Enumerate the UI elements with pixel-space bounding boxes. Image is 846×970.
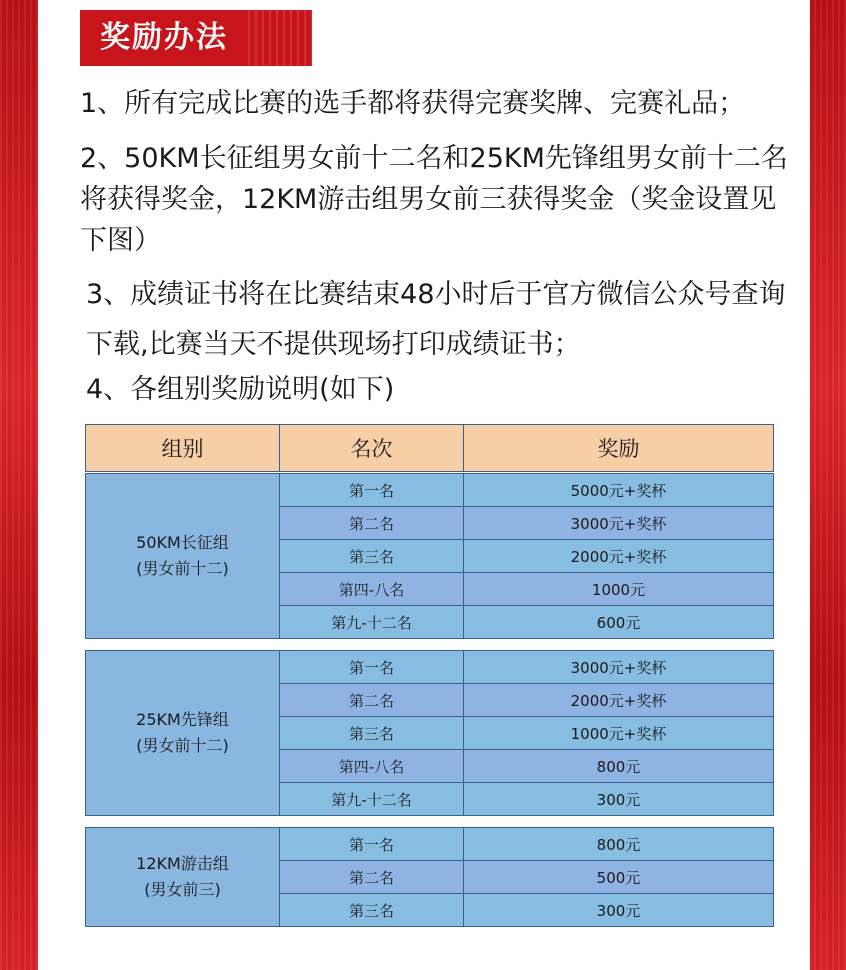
reward-cell: 1000元 xyxy=(464,573,774,606)
header-rank: 名次 xyxy=(280,425,464,472)
right-red-border xyxy=(808,0,846,970)
group-name: 25KM先锋组 xyxy=(136,710,229,729)
reward-cell: 5000元+奖杯 xyxy=(464,474,774,507)
header-group: 组别 xyxy=(86,425,280,472)
reward-cell: 3000元+奖杯 xyxy=(464,651,774,684)
title-stripe-decoration xyxy=(248,10,312,66)
rank-cell: 第九-十二名 xyxy=(280,606,464,639)
group-cell xyxy=(86,474,280,639)
table-row xyxy=(86,651,774,684)
reward-cell: 500元 xyxy=(464,861,774,894)
group-cell xyxy=(86,651,280,816)
rank-cell: 第四-八名 xyxy=(280,573,464,606)
rank-cell: 第一名 xyxy=(280,474,464,507)
rule-3: 3、成绩证书将在比赛结束48小时后于官方微信公众号查询下载,比赛当天不提供现场打印成绩证书； xyxy=(86,279,786,360)
reward-cell: 300元 xyxy=(464,894,774,927)
rank-cell: 第一名 xyxy=(280,828,464,861)
header-reward: 奖励 xyxy=(464,425,774,472)
rank-cell: 第九-十二名 xyxy=(280,783,464,816)
reward-cell: 3000元+奖杯 xyxy=(464,507,774,540)
header-row xyxy=(86,425,774,472)
rank-cell: 第三名 xyxy=(280,717,464,750)
reward-cell: 2000元+奖杯 xyxy=(464,684,774,717)
reward-table-group-12km xyxy=(85,827,774,927)
group-name: 50KM长征组 xyxy=(136,533,229,552)
rule-1: 1、所有完成比赛的选手都将获得完赛奖牌、完赛礼品； xyxy=(80,88,746,119)
reward-cell: 300元 xyxy=(464,783,774,816)
rule-4: 4、各组别奖励说明(如下) xyxy=(86,374,395,405)
reward-cell: 800元 xyxy=(464,750,774,783)
reward-cell: 1000元+奖杯 xyxy=(464,717,774,750)
rank-cell: 第二名 xyxy=(280,507,464,540)
rank-cell: 第二名 xyxy=(280,684,464,717)
section-title: 奖励办法 xyxy=(80,10,312,66)
reward-table-group-25km xyxy=(85,650,774,816)
group-note: (男女前三) xyxy=(144,880,221,899)
rank-cell: 第二名 xyxy=(280,861,464,894)
reward-table-group-50km xyxy=(85,473,774,639)
group-cell xyxy=(86,828,280,927)
rank-cell: 第三名 xyxy=(280,540,464,573)
rule-2: 2、50KM长征组男女前十二名和25KM先锋组男女前十二名将获得奖金，12KM游击组男女前三获得奖金（奖金设置见下图） xyxy=(80,143,788,256)
group-name: 12KM游击组 xyxy=(136,854,229,873)
reward-table-header xyxy=(85,424,774,472)
rank-cell: 第三名 xyxy=(280,894,464,927)
reward-cell: 800元 xyxy=(464,828,774,861)
left-red-border xyxy=(0,0,38,970)
table-row xyxy=(86,828,774,861)
rank-cell: 第一名 xyxy=(280,651,464,684)
group-note: (男女前十二) xyxy=(136,559,229,578)
rank-cell: 第四-八名 xyxy=(280,750,464,783)
group-note: (男女前十二) xyxy=(136,736,229,755)
table-row xyxy=(86,474,774,507)
reward-cell: 600元 xyxy=(464,606,774,639)
reward-cell: 2000元+奖杯 xyxy=(464,540,774,573)
